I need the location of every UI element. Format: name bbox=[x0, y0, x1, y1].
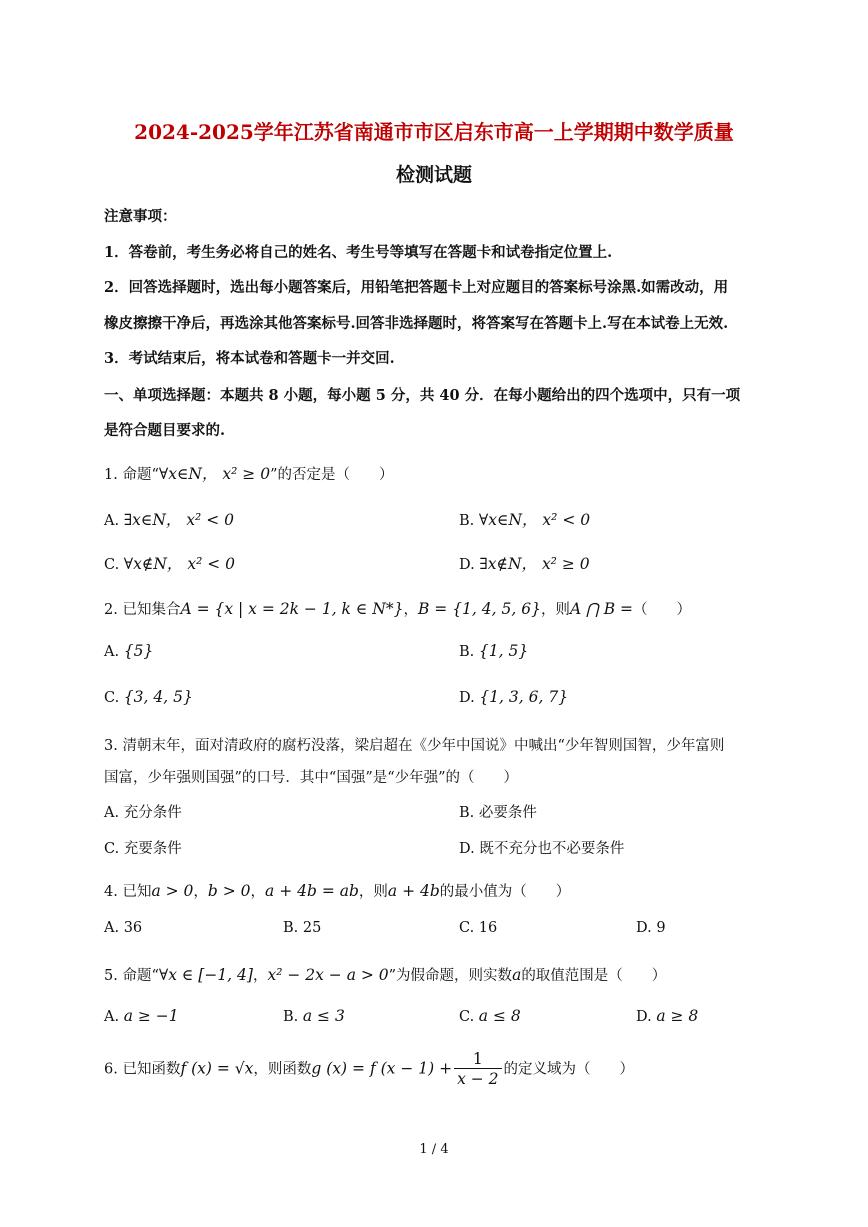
q5-text-post: 的取值范围是（ ） bbox=[521, 968, 667, 984]
q2-text-pre: 2. 已知集合 bbox=[104, 602, 181, 618]
q2-option-c bbox=[104, 688, 193, 706]
q5-option-c bbox=[459, 1007, 521, 1025]
option-math: {3, 4, 5} bbox=[123, 688, 193, 706]
q4-text-mid: ，则 bbox=[358, 884, 388, 900]
page-number: 1 / 4 bbox=[419, 1142, 449, 1157]
option-label: B. bbox=[459, 644, 475, 660]
q6-text-pre: 6. 已知函数 bbox=[104, 1061, 181, 1078]
q2-option-d bbox=[459, 688, 568, 706]
q1-math: ∀x∈N， x² ≥ 0 bbox=[158, 465, 271, 483]
q4-math-3: a + 4b = ab bbox=[265, 882, 359, 900]
option-label: D. bbox=[459, 690, 475, 706]
option-label: B. bbox=[283, 1009, 299, 1025]
q6-text-mid: ，则函数 bbox=[253, 1061, 312, 1078]
q6-function-g: g (x) = f (x − 1) + bbox=[311, 1059, 453, 1078]
q4-option-a: A. 36 bbox=[104, 920, 143, 936]
option-math: ∃x∈N， x² < 0 bbox=[123, 511, 234, 529]
option-math: ∀x∈N， x² < 0 bbox=[478, 511, 591, 529]
question-3: 3. 清朝末年，面对清政府的腐朽没落，梁启超在《少年中国说》中喊出“少年智则国智，少年富则 bbox=[104, 738, 725, 754]
notice-item-1: 1．答卷前，考生务必将自己的姓名、考生号等填写在答题卡和试卷指定位置上. bbox=[104, 244, 613, 261]
option-label: B. bbox=[459, 513, 475, 529]
q1-option-d bbox=[459, 552, 590, 574]
q5-option-d bbox=[636, 1007, 698, 1025]
option-math: {5} bbox=[123, 642, 154, 660]
option-math: ∀x∉N， x² < 0 bbox=[123, 555, 236, 573]
section-1-heading: 一、单项选择题：本题共 8 小题，每小题 5 分，共 40 分．在每小题给出的四个选项中，只有一项 bbox=[104, 387, 741, 404]
q5-math-2: x² − 2x − a > 0 bbox=[267, 966, 389, 984]
q4-text-pre: 4. 已知 bbox=[104, 884, 152, 900]
q3-option-d: D. 既不充分也不必要条件 bbox=[459, 841, 625, 857]
option-label: C. bbox=[459, 1009, 475, 1025]
fraction-numerator: 1 bbox=[454, 1050, 501, 1069]
notice-item-2a: 2．回答选择题时，选出每小题答案后，用铅笔把答题卡上对应题目的答案标号涂黑.如需改动，用 bbox=[104, 279, 729, 296]
option-math: a ≥ −1 bbox=[123, 1007, 179, 1025]
option-math: {1, 3, 6, 7} bbox=[479, 688, 569, 706]
q2-set-a: A = {x | x = 2k − 1, k ∈ N*} bbox=[180, 600, 404, 618]
option-label: C. bbox=[104, 690, 120, 706]
option-math: a ≤ 3 bbox=[302, 1007, 345, 1025]
q5-text-mid: ”为假命题，则实数 bbox=[388, 968, 513, 984]
exam-title-line2: 检测试题 bbox=[395, 164, 472, 186]
question-2 bbox=[104, 598, 691, 619]
option-label: A. bbox=[104, 1009, 120, 1025]
q5-option-b bbox=[283, 1007, 345, 1025]
q4-math-4: a + 4b bbox=[387, 882, 440, 900]
q4-math-2: b > 0 bbox=[207, 882, 251, 900]
option-label: A. bbox=[104, 513, 120, 529]
fraction-denominator: x − 2 bbox=[457, 1070, 499, 1088]
q6-text-post: 的定义域为（ ） bbox=[503, 1061, 635, 1078]
question-3-cont: 国富，少年强则国强”的口号．其中“国强”是“少年强”的（ ） bbox=[104, 770, 519, 786]
q5-math-3: a bbox=[512, 966, 522, 984]
q6-function-f: f (x) = √x bbox=[180, 1059, 254, 1078]
q5-option-a bbox=[104, 1007, 179, 1025]
q2-text-post: （ ） bbox=[633, 602, 692, 618]
option-math: a ≥ 8 bbox=[656, 1007, 699, 1025]
question-5 bbox=[104, 964, 666, 985]
q4-option-c: C. 16 bbox=[459, 920, 498, 936]
option-math: {1, 5} bbox=[478, 642, 529, 660]
q4-sep: ， bbox=[250, 884, 266, 900]
q6-fraction bbox=[454, 1050, 501, 1089]
notice-heading: 注意事项： bbox=[104, 208, 177, 225]
q5-text-pre: 5. 命题“ bbox=[104, 968, 159, 984]
q3-option-c: C. 充要条件 bbox=[104, 841, 182, 857]
q2-text-mid: ，则 bbox=[540, 602, 570, 618]
q5-sep: ， bbox=[252, 968, 268, 984]
option-label: D. bbox=[459, 557, 475, 573]
option-label: A. bbox=[104, 644, 120, 660]
q4-option-d: D. 9 bbox=[636, 920, 666, 936]
q4-math-1: a > 0 bbox=[151, 882, 194, 900]
q3-option-b: B. 必要条件 bbox=[459, 805, 537, 821]
q1-text-pre: 1. 命题“ bbox=[104, 467, 159, 483]
q4-text-post: 的最小值为（ ） bbox=[439, 884, 571, 900]
question-1 bbox=[104, 462, 394, 484]
q1-option-c bbox=[104, 552, 235, 574]
option-label: D. bbox=[636, 1009, 652, 1025]
question-4 bbox=[104, 880, 570, 901]
question-6 bbox=[104, 1050, 634, 1089]
q5-math-1: ∀x ∈ [−1, 4] bbox=[158, 966, 253, 984]
section-1-heading-cont: 是符合题目要求的. bbox=[104, 422, 226, 439]
q4-sep: ， bbox=[193, 884, 208, 900]
exam-title: 2024-2025学年江苏省南通市市区启东市高一上学期期中数学质量 bbox=[134, 120, 734, 144]
notice-item-3: 3．考试结束后，将本试卷和答题卡一并交回. bbox=[104, 350, 395, 367]
q2-option-a bbox=[104, 642, 153, 660]
q4-option-b: B. 25 bbox=[283, 920, 322, 936]
option-math: ∃x∉N， x² ≥ 0 bbox=[479, 555, 590, 573]
option-label: C. bbox=[104, 557, 120, 573]
q1-option-b bbox=[459, 508, 590, 530]
notice-item-2b: 橡皮擦擦干净后，再选涂其他答案标号.回答非选择题时，将答案写在答题卡上.写在本试卷上无效. bbox=[104, 315, 729, 332]
q1-text-post: ”的否定是（ ） bbox=[270, 467, 394, 483]
q3-option-a: A. 充分条件 bbox=[104, 805, 182, 821]
q2-expr: A ⋂ B = bbox=[569, 600, 634, 618]
q1-option-a bbox=[104, 508, 234, 530]
q2-option-b bbox=[459, 642, 528, 660]
option-math: a ≤ 8 bbox=[478, 1007, 521, 1025]
q2-sep: ， bbox=[403, 602, 418, 618]
q2-set-b: B = {1, 4, 5, 6} bbox=[417, 600, 541, 618]
